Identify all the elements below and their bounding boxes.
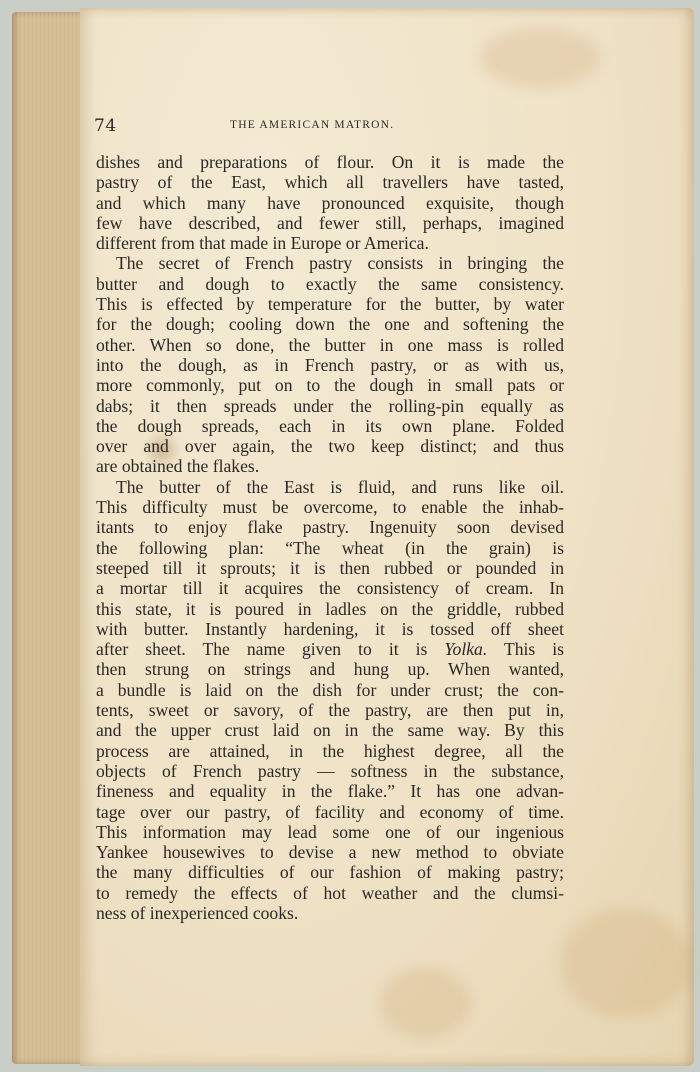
text-line: dishes and preparations of flour. On it is made the [96, 152, 564, 172]
text-line: pastry of the East, which all travellers have tasted, [96, 172, 564, 193]
text-line: steeped till it sprouts; it is then rubbed or pounded in [96, 557, 564, 578]
text-line: butter and dough to exactly the same consistency. [96, 273, 564, 294]
text-line: for the dough; cooling down the one and softening the [96, 314, 564, 335]
page-number: 74 [94, 116, 117, 136]
text-line [96, 639, 564, 659]
paragraph-1 [96, 152, 564, 253]
text-line: are obtained the flakes. [96, 456, 260, 477]
paragraph-2 [96, 253, 564, 476]
text-line: this state, it is poured in ladles on the griddle, rubbed [96, 598, 564, 619]
text-line: the many difficulties of our fashion of making pastry; [96, 862, 564, 883]
text-line: process are attained, in the highest degree, all the [96, 740, 564, 761]
text-line: This information may lead some one of our ingenious [96, 821, 564, 842]
text-line: and the upper crust laid on in the same way. By this [96, 720, 564, 741]
body-text [96, 152, 564, 923]
text-line: This is effected by temperature for the butter, by water [96, 294, 564, 315]
text-line: ness of inexperienced cooks. [96, 902, 299, 923]
paper-stain [480, 28, 600, 88]
paper-stain [380, 968, 470, 1038]
text-fragment: This is [487, 639, 564, 660]
text-line: few have described, and fewer still, perhaps, imagined [96, 212, 564, 233]
text-line: tents, sweet or savory, of the pastry, are then put in, [96, 700, 564, 721]
text-fragment: after sheet. The name given to it is [96, 639, 445, 660]
text-line: different from that made in Europe or America. [96, 233, 429, 254]
text-line: objects of French pastry — softness in the substance, [96, 760, 564, 781]
page-header [94, 116, 544, 138]
text-line: other. When so done, the butter in one mass is rolled [96, 334, 564, 355]
text-line: a bundle is laid on the dish for under crust; the con- [96, 679, 564, 700]
text-line: fineness and equality in the flake.” It has one advan- [96, 781, 564, 802]
text-line: more commonly, put on to the dough in small pats or [96, 375, 564, 396]
paper-stain [560, 908, 690, 1018]
book-page-edges [12, 12, 84, 1064]
text-line: over and over again, the two keep distinct; and thus [96, 436, 564, 457]
text-line: into the dough, as in French pastry, or as with us, [96, 354, 564, 375]
italic-word: Yolka. [444, 639, 488, 660]
text-line: tage over our pastry, of facility and economy of time. [96, 801, 564, 822]
text-line: The butter of the East is fluid, and runs like oil. [116, 476, 564, 497]
text-line: The secret of French pastry consists in bringing the [116, 253, 564, 274]
text-line: with butter. Instantly hardening, it is tossed off sheet [96, 618, 564, 639]
paragraph-3 [96, 477, 564, 924]
running-title: THE AMERICAN MATRON. [230, 119, 395, 131]
text-line: itants to enjoy flake pastry. Ingenuity soon devised [96, 517, 564, 538]
text-line: to remedy the effects of hot weather and the clumsi- [96, 882, 564, 903]
text-line: a mortar till it acquires the consistency of cream. In [96, 578, 564, 599]
text-line: the following plan: “The wheat (in the grain) is [96, 537, 564, 558]
text-line: and which many have pronounced exquisite, though [96, 192, 564, 213]
text-line: then strung on strings and hung up. When wanted, [96, 659, 564, 680]
text-line: This difficulty must be overcome, to enable the inhab- [96, 497, 564, 518]
text-line: Yankee housewives to devise a new method to obviate [96, 842, 564, 863]
text-line: dabs; it then spreads under the rolling-pin equally as [96, 395, 564, 416]
text-line: the dough spreads, each in its own plane. Folded [96, 415, 564, 436]
